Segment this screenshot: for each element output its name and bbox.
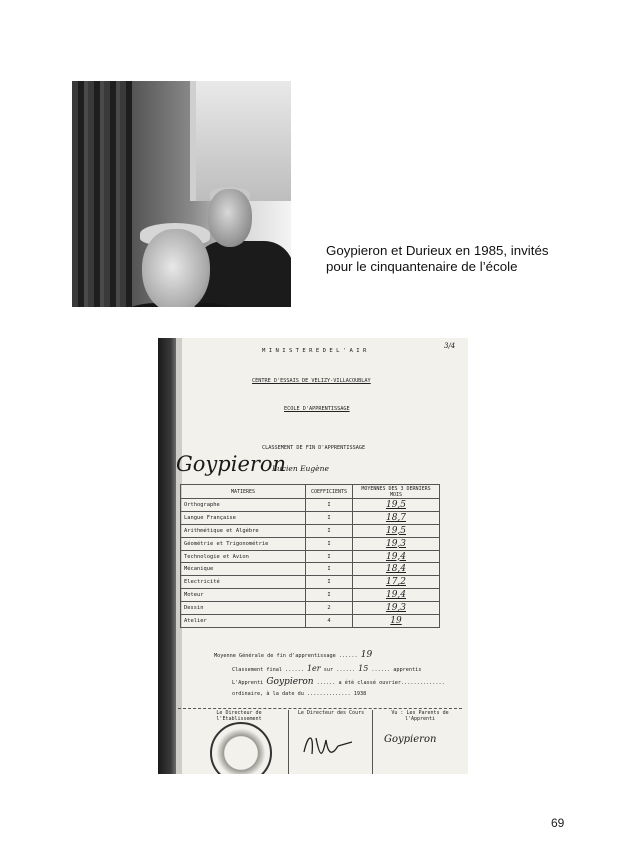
page-number: 69	[551, 816, 565, 830]
coef-cell: I	[306, 576, 353, 589]
student-surname: Goypieron	[176, 452, 287, 476]
director-signature-icon	[298, 728, 358, 764]
photo-goypieron-durieux	[72, 81, 291, 307]
subject-cell: Moteur	[181, 589, 306, 602]
coefficients-header: COEFFICIENTS	[306, 485, 353, 499]
apprentis-label: ...... apprentis	[371, 667, 422, 673]
subject-cell: Technologie et Avion	[181, 550, 306, 563]
moyenne-label: Moyenne Générale de fin d'apprentissage ......	[214, 653, 358, 659]
caption-line-2: pour le cinquantenaire de l’école	[326, 259, 518, 274]
school-name: ECOLE D'APPRENTISSAGE	[284, 406, 350, 412]
table-row	[181, 602, 440, 615]
sig-divider-2	[372, 710, 373, 774]
coef-cell: I	[306, 537, 353, 550]
table-row	[181, 550, 440, 563]
coef-cell: I	[306, 589, 353, 602]
coef-cell: I	[306, 550, 353, 563]
table-row	[181, 589, 440, 602]
subject-cell: Arithmétique et Algèbre	[181, 524, 306, 537]
sur-value: 15	[358, 664, 369, 673]
official-stamp-icon	[210, 722, 272, 774]
averages-header: MOYENNES DES 3 DERNIERS MOIS	[353, 485, 440, 499]
classement-title: CLASSEMENT DE FIN D'APPRENTISSAGE	[262, 445, 366, 451]
average-cell: 18,4	[353, 563, 440, 576]
coef-cell: I	[306, 511, 353, 524]
table-row	[181, 576, 440, 589]
grades-table	[180, 484, 440, 628]
apprenti-line	[232, 677, 445, 687]
coef-cell: 4	[306, 615, 353, 628]
photo-caption	[326, 243, 566, 275]
subject-cell: Atelier	[181, 615, 306, 628]
sig-director-establishment: Le Directeur de l'Etablissement	[216, 710, 262, 722]
coef-cell: I	[306, 499, 353, 512]
average-cell: 17,2	[353, 576, 440, 589]
ministry-header: M I N I S T E R E D E L ' A I R	[262, 348, 367, 354]
apprenti-name: Goypieron	[266, 677, 314, 687]
apprenti-label: L'Apprenti	[232, 680, 264, 686]
average-cell: 19,4	[353, 589, 440, 602]
average-cell: 19,4	[353, 550, 440, 563]
caption-line-1: Goypieron et Durieux en 1985, invités	[326, 243, 549, 258]
classement-line	[232, 664, 421, 673]
student-firstnames: Lucien Eugène	[272, 464, 329, 473]
average-cell: 19,3	[353, 537, 440, 550]
subject-cell: Dessin	[181, 602, 306, 615]
coef-cell: I	[306, 563, 353, 576]
center-name: CENTRE D'ESSAIS DE VELIZY-VILLACOUBLAY	[252, 378, 371, 384]
signature-divider	[178, 708, 462, 709]
classement-label: Classement final ......	[232, 667, 304, 673]
moyenne-value: 19	[360, 650, 373, 660]
corner-mark: 3/4	[444, 342, 456, 350]
classe-text: ...... a été classé ouvrier..............	[316, 680, 445, 686]
sur-label: sur ......	[323, 667, 355, 673]
subject-cell: Orthographe	[181, 499, 306, 512]
table-row	[181, 524, 440, 537]
average-cell: 19	[353, 615, 440, 628]
table-row	[181, 615, 440, 628]
table-row	[181, 511, 440, 524]
sig-divider-1	[288, 710, 289, 774]
ordinaire-line: ordinaire, à la date du .............. 1938	[232, 691, 367, 697]
subject-cell: Electricité	[181, 576, 306, 589]
sig-parents: Vu : Les Parents de l'Apprenti	[391, 710, 449, 722]
sig-director-courses: Le Directeur des Cours	[297, 710, 365, 716]
classement-value: 1er	[306, 664, 321, 673]
average-cell: 19,3	[353, 602, 440, 615]
subject-cell: Géométrie et Trigonométrie	[181, 537, 306, 550]
classement-document	[158, 338, 468, 774]
moyenne-line	[214, 650, 372, 660]
subject-cell: Mécanique	[181, 563, 306, 576]
table-row	[181, 537, 440, 550]
subject-cell: Langue Française	[181, 511, 306, 524]
parent-signature: Goypieron	[384, 734, 437, 745]
average-cell: 19,5	[353, 524, 440, 537]
average-cell: 19,5	[353, 499, 440, 512]
coef-cell: 2	[306, 602, 353, 615]
coef-cell: I	[306, 524, 353, 537]
table-row	[181, 563, 440, 576]
subjects-header: MATIERES	[181, 485, 306, 499]
average-cell: 18,7	[353, 511, 440, 524]
table-row	[181, 499, 440, 512]
